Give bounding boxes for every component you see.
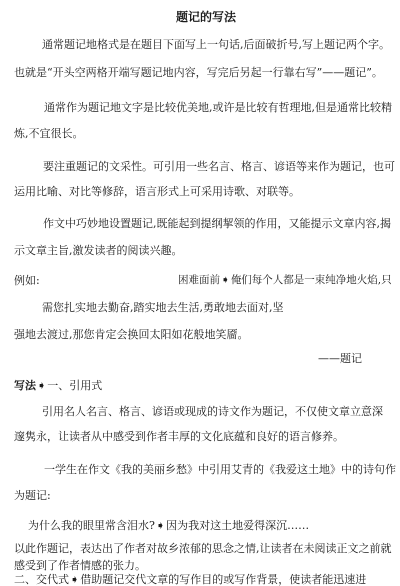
para3-line-1: 要注重题记的文采性。可引用一些名言、格言、谚语等来作为题记，也可 <box>43 160 395 173</box>
section1-heading-label: 写法 <box>14 379 36 392</box>
example-line-1 <box>178 275 392 286</box>
section1-heading <box>14 380 102 391</box>
example-signature: ——题记 <box>318 352 362 365</box>
para4-line-1: 作文中巧妙地设置题记,既能起到提纲挈领的作用，又能提示文章内容,揭 <box>43 217 391 230</box>
section1-heading-text: 一、引用式 <box>47 379 103 392</box>
example-line-3: 强地去渡过,那您肯定会换回太阳如花般地笑靥。 <box>14 328 249 341</box>
section1-para1-line-1: 引用名人名言、格言、谚语或现成的诗文作为题记，不仅使文章立意深 <box>42 405 383 418</box>
example-line-1-start: 困难面前 <box>178 274 220 286</box>
example-line-2: 需您扎实地去勤奋,踏实地去生活,勇敢地去面对,坚 <box>42 301 284 314</box>
intro-line-1: 通常题记地格式是在题目下面写上一句话,后面破折号,写上题记两个字。 <box>42 38 390 51</box>
arrow-right-icon: ➧ <box>221 274 230 286</box>
para2-line-1: 通常作为题记地文字是比较优美地,或许是比较有哲理地,但是通常比较精 <box>44 101 392 114</box>
para4-line-2: 示文章主旨,激发读者的阅读兴趣。 <box>14 244 183 257</box>
quote-part-a: 为什么我的眼里常含泪水? <box>28 519 155 532</box>
document-title: 题记的写法 <box>176 10 237 24</box>
para2-line-2: 炼,不宜很长。 <box>14 127 84 140</box>
section1-para1-line-2: 邃隽永，让读者从中感受到作者丰厚的文化底蕴和良好的语言修养。 <box>14 430 344 443</box>
section1-para2-line-2: 为题记: <box>14 489 51 502</box>
example-line-1-rest: 俺们每个人都是一束纯净地火焰,只 <box>230 274 392 286</box>
section2-text: 借助题记交代文章的写作目的或写作背景，使读者能迅速进 <box>80 573 367 586</box>
section1-para3-line-1: 以此作题记，表达出了作者对故乡浓郁的思念之情,让读者在未阅读正文之前就 <box>14 542 392 555</box>
section1-para2-line-1: 一学生在作文《我的美丽乡愁》中引用艾青的《我爱这土地》中的诗句作 <box>44 463 396 476</box>
intro-line-2: 也就是“开头空两格开端写题记地内容，写完后另起一行靠右写”——题记”。 <box>14 66 383 79</box>
para3-line-2: 运用比喻、对比等修辞，语言形式上可采用诗歌、对联等。 <box>14 185 300 198</box>
quote-part-b: 因为我对这土地爱得深沉…… <box>166 519 310 532</box>
section1-para3-line-2: 感受到了作者情感的张力。 <box>14 559 146 572</box>
section1-quote <box>28 520 309 531</box>
arrow-right-icon: ➧ <box>37 379 47 392</box>
example-label: 例如: <box>14 274 40 287</box>
section2-heading <box>14 574 366 585</box>
section2-heading-text: 二、交代式 <box>14 573 69 586</box>
arrow-right-icon: ➧ <box>70 573 80 586</box>
arrow-right-icon: ➧ <box>155 519 166 532</box>
